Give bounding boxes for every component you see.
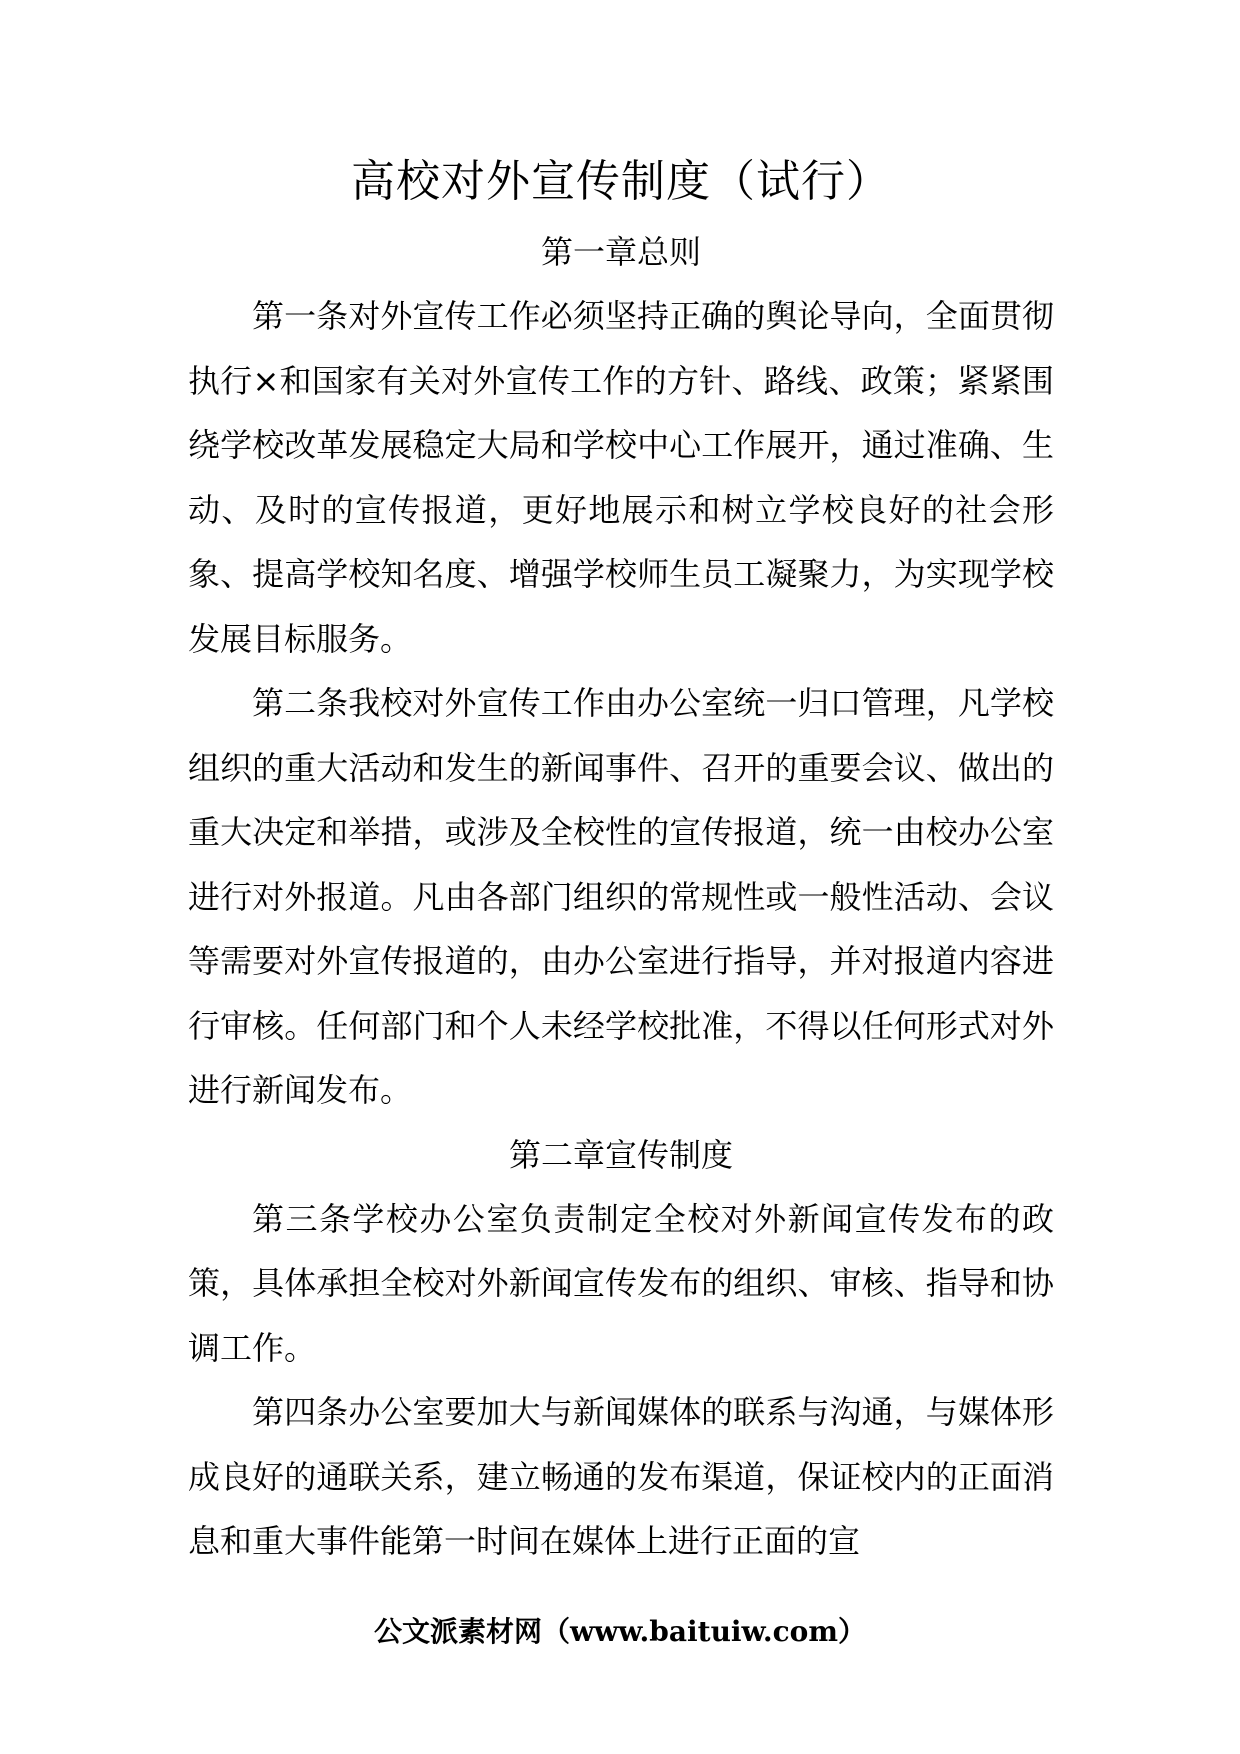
article-1: 第一条对外宣传工作必须坚持正确的舆论导向，全面贯彻执行×和国家有关对外宣传工作的方针、路线、政策；紧紧围绕学校改革发展稳定大局和学校中心工作展开，通过准确、生动、及时的宣传报道，更好地展示和树立学校良好的社会形象、提高学校知名度、增强学校师生员工凝聚力，为实现学校发展目标服务。 xyxy=(188,297,1054,658)
article-2: 第二条我校对外宣传工作由办公室统一归口管理，凡学校组织的重大活动和发生的新闻事件、召开的重要会议、做出的重大决定和举措，或涉及全校性的宣传报道，统一由校办公室进行对外报道。凡由各部门组织的常规性或一般性活动、会议等需要对外宣传报道的，由办公室进行指导，并对报道内容进行审核。任何部门和个人未经学校批准，不得以任何形式对外进行新闻发布。 xyxy=(188,684,1054,1109)
chapter-heading-1: 第一章总则 xyxy=(540,233,701,271)
chapter-heading-2: 第二章宣传制度 xyxy=(508,1135,733,1174)
article-4: 第四条办公室要加大与新闻媒体的联系与沟通，与媒体形成良好的通联关系，建立畅通的发布渠道，保证校内的正面消息和重大事件能第一时间在媒体上进行正面的宣 xyxy=(188,1393,1054,1560)
footer-watermark: 公文派素材网（www.baituiw.com） xyxy=(374,1615,866,1648)
document-page xyxy=(188,150,1054,1574)
article-3: 第三条学校办公室负责制定全校对外新闻宣传发布的政策，具体承担全校对外新闻宣传发布的组织、审核、指导和协调工作。 xyxy=(188,1199,1054,1367)
document-title: 高校对外宣传制度（试行） xyxy=(351,156,891,207)
